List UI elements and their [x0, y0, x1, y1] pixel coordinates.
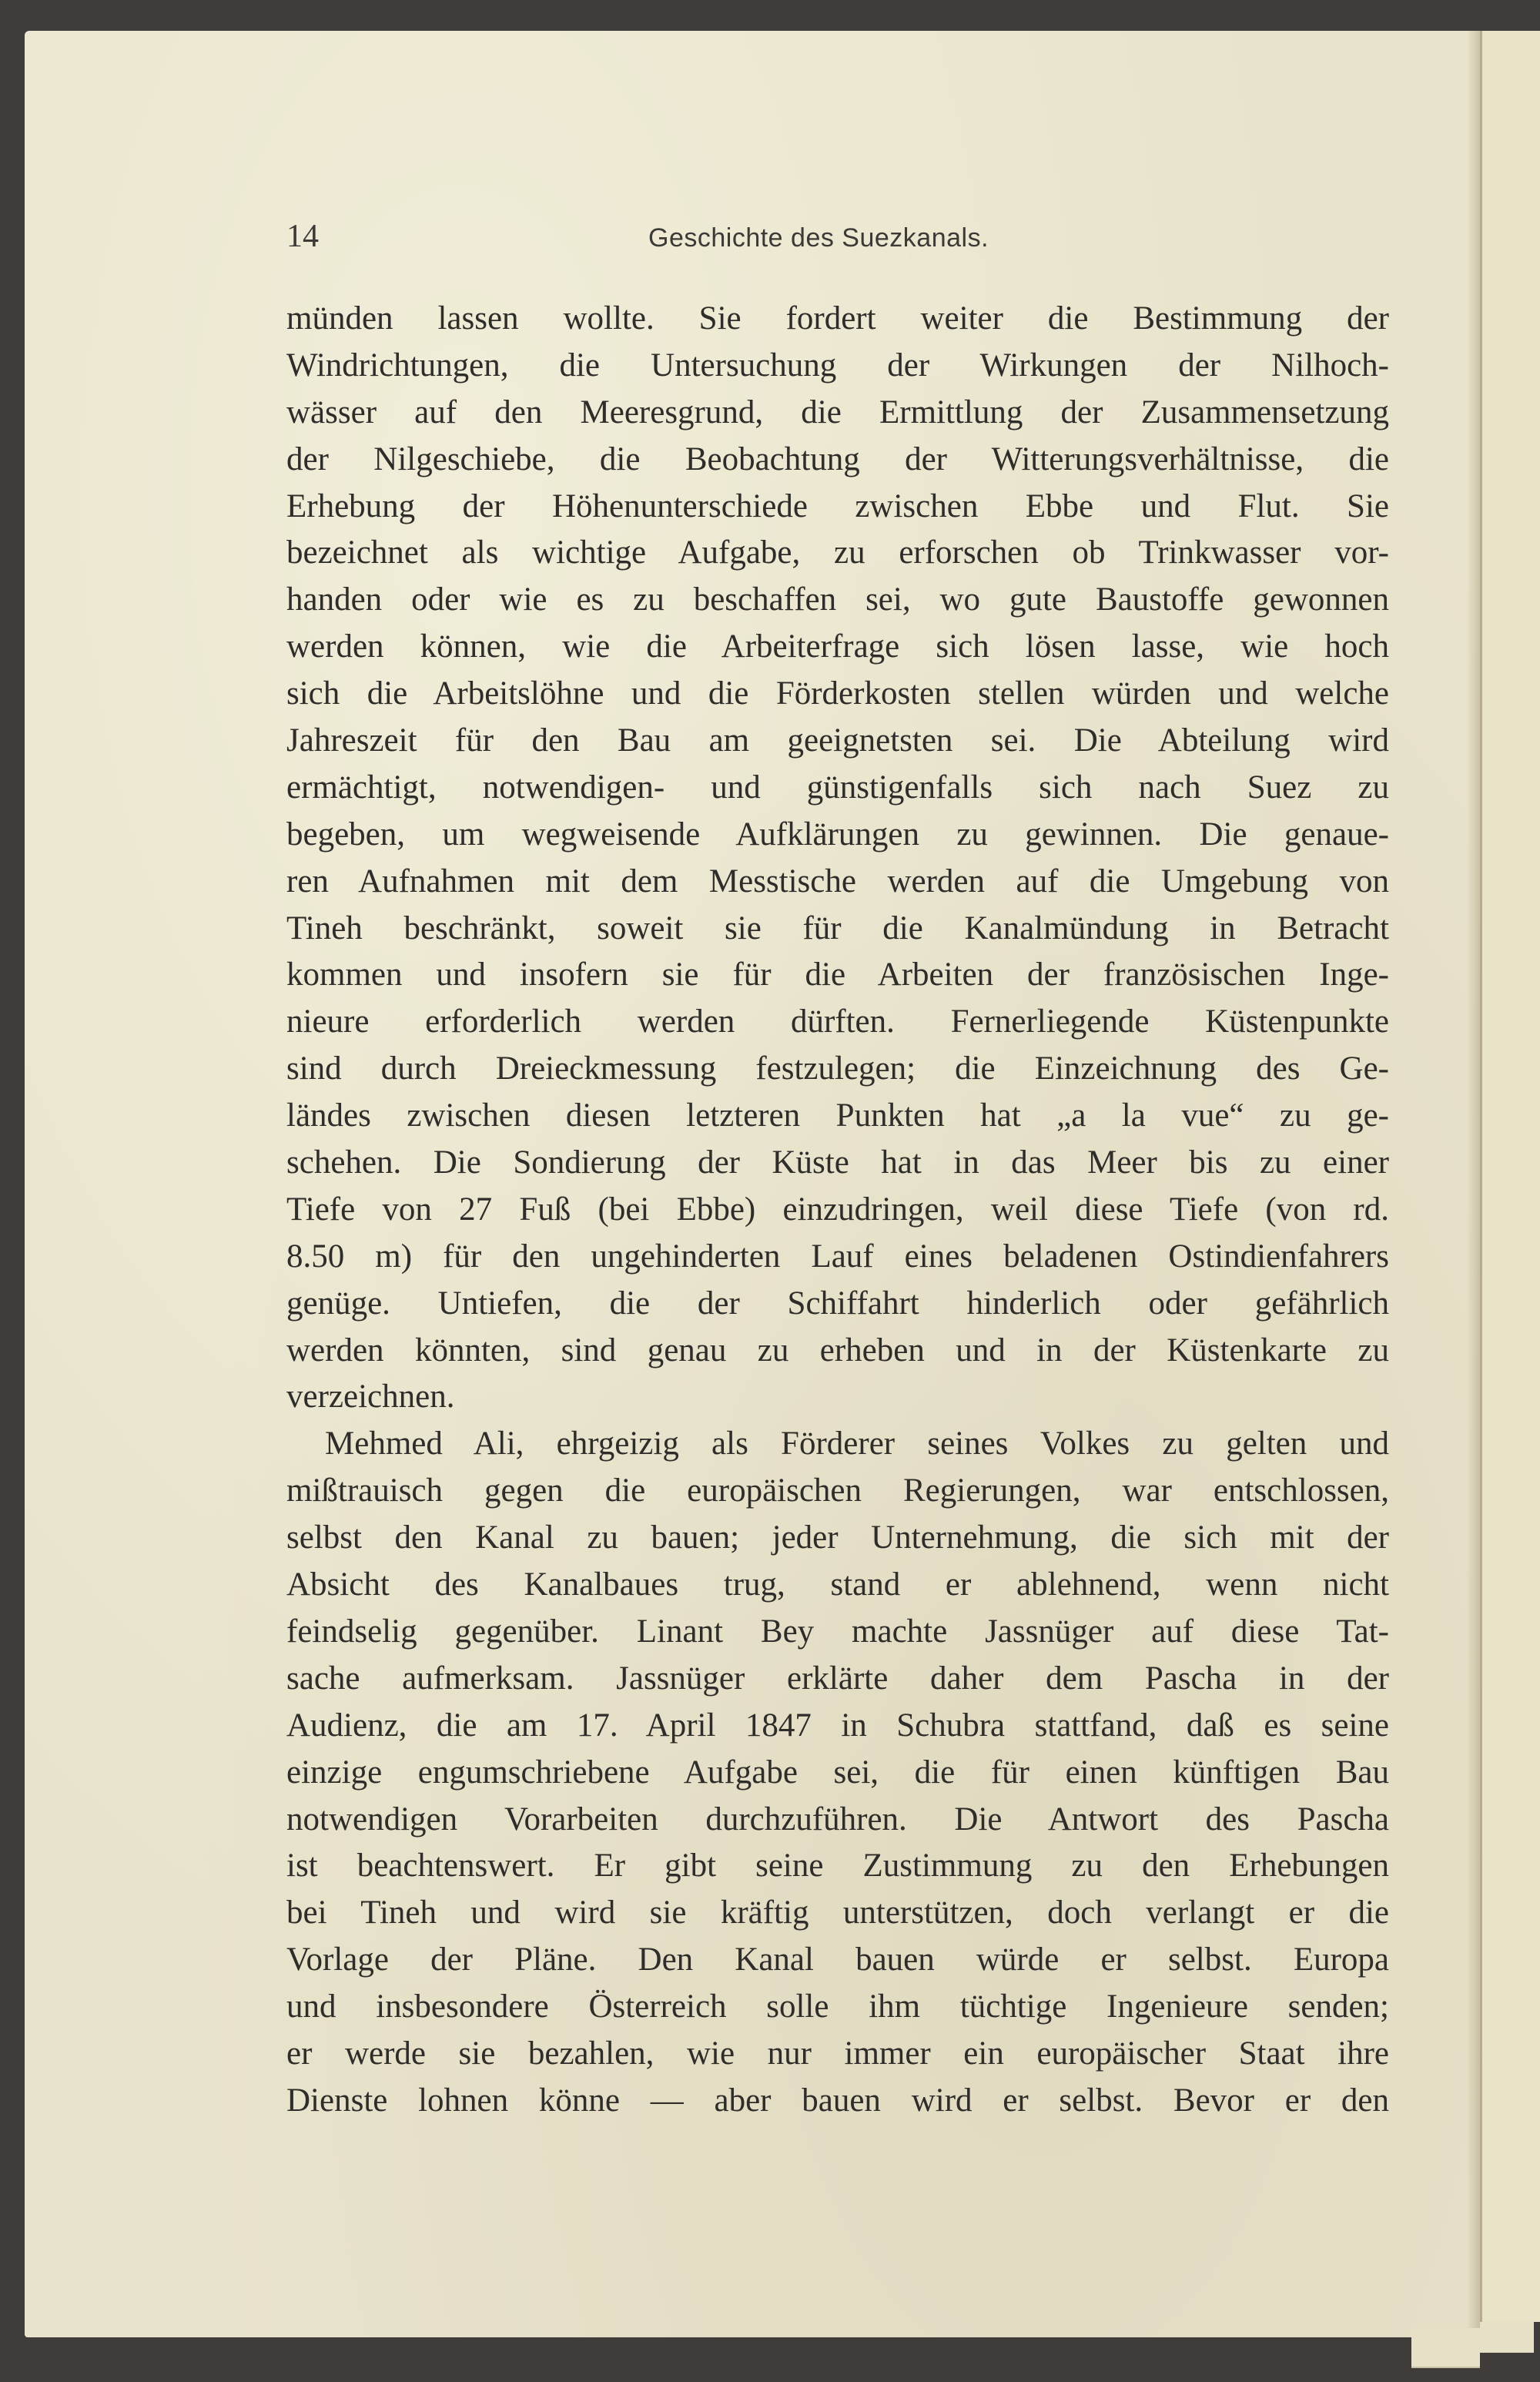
text-line: Dienste lohnen könne — aber bauen wird er selbst. Bevor er den [286, 2082, 1389, 2119]
text-line: Windrichtungen, die Untersuchung der Wirkungen der Nilhoch- [286, 347, 1389, 384]
text-line: münden lassen wollte. Sie fordert weiter die Bestimmung der [286, 300, 1389, 337]
text-line: werden könnten, sind genau zu erheben und in der Küstenkarte zu [286, 1332, 1389, 1369]
text-line: ermächtigt, notwendigen- und günstigenfalls sich nach Suez zu [286, 769, 1389, 806]
text-line: begeben, um wegweisende Aufklärungen zu gewinnen. Die genaue- [286, 816, 1389, 853]
text-line: Mehmed Ali, ehrgeizig als Förderer seines Volkes zu gelten und [325, 1426, 1389, 1462]
text-line: handen oder wie es zu beschaffen sei, wo gute Baustoffe gewonnen [286, 581, 1389, 618]
text-line: 8.50 m) für den ungehinderten Lauf eines beladenen Ostindienfahrers [286, 1238, 1389, 1275]
text-line: Absicht des Kanalbaues trug, stand er ablehnend, wenn nicht [286, 1566, 1389, 1603]
paragraph-2 [286, 1421, 1389, 2124]
page-number: 14 [286, 219, 319, 254]
text-line: wässer auf den Meeresgrund, die Ermittlung der Zusammensetzung [286, 394, 1389, 431]
text-line: Audienz, die am 17. April 1847 in Schubra stattfand, daß es seine [286, 1707, 1389, 1744]
text-line: der Nilgeschiebe, die Beobachtung der Witterungsverhältnisse, die [286, 441, 1389, 477]
text-line: einzige engumschriebene Aufgabe sei, die für einen künftigen Bau [286, 1754, 1389, 1791]
running-header [286, 217, 1388, 256]
text-line: werden können, wie die Arbeiterfrage sich lösen lasse, wie hoch [286, 628, 1389, 665]
body-text [286, 296, 1389, 2125]
text-line: schehen. Die Sondierung der Küste hat in das Meer bis zu einer [286, 1144, 1389, 1181]
text-line: ländes zwischen diesen letzteren Punkten hat „a la vue“ zu ge- [286, 1097, 1389, 1134]
next-page-edge [1480, 31, 1540, 2322]
text-line: mißtrauisch gegen die europäischen Regierungen, war entschlossen, [286, 1472, 1389, 1509]
text-line: Vorlage der Pläne. Den Kanal bauen würde er selbst. Europa [286, 1941, 1389, 1978]
text-line: genüge. Untiefen, die der Schiffahrt hinderlich oder gefährlich [286, 1285, 1389, 1322]
text-line: sache aufmerksam. Jassnüger erklärte daher dem Pascha in der [286, 1660, 1389, 1697]
text-line: notwendigen Vorarbeiten durchzuführen. Die Antwort des Pascha [286, 1801, 1389, 1838]
running-title: Geschichte des Suezkanals. [648, 223, 989, 253]
text-line: bezeichnet als wichtige Aufgabe, zu erforschen ob Trinkwasser vor- [286, 534, 1389, 571]
page-fold-shadow [1467, 31, 1480, 2337]
text-line: nieure erforderlich werden dürften. Fernerliegende Küstenpunkte [286, 1003, 1389, 1040]
text-line: sind durch Dreieckmessung festzulegen; die Einzeichnung des Ge- [286, 1050, 1389, 1087]
text-line: Tiefe von 27 Fuß (bei Ebbe) einzudringen, weil diese Tiefe (von rd. [286, 1191, 1389, 1228]
text-line: verzeichnen. [286, 1379, 455, 1415]
text-line: bei Tineh und wird sie kräftig unterstützen, doch verlangt er die [286, 1895, 1389, 1931]
text-line: kommen und insofern sie für die Arbeiten der französischen Inge- [286, 956, 1389, 993]
text-line: Jahreszeit für den Bau am geeignetsten sei. Die Abteilung wird [286, 722, 1389, 759]
text-line: selbst den Kanal zu bauen; jeder Unternehmung, die sich mit der [286, 1519, 1389, 1556]
text-line: Erhebung der Höhenunterschiede zwischen Ebbe und Flut. Sie [286, 487, 1389, 524]
page-corner-tab [1411, 2328, 1480, 2368]
text-line: Tineh beschränkt, soweit sie für die Kanalmündung in Betracht [286, 910, 1389, 946]
paragraph-1 [286, 296, 1389, 1421]
text-line: er werde sie bezahlen, wie nur immer ein europäischer Staat ihre [286, 2035, 1389, 2072]
text-line: ist beachtenswert. Er gibt seine Zustimmung zu den Erhebungen [286, 1848, 1389, 1884]
next-page-corner [1480, 2322, 1534, 2353]
text-line: und insbesondere Österreich solle ihm tüchtige Ingenieure senden; [286, 1988, 1389, 2025]
text-line: sich die Arbeitslöhne und die Förderkosten stellen würden und welche [286, 675, 1389, 712]
text-line: feindselig gegenüber. Linant Bey machte Jassnüger auf diese Tat- [286, 1613, 1389, 1650]
text-line: ren Aufnahmen mit dem Messtische werden auf die Umgebung von [286, 863, 1389, 900]
